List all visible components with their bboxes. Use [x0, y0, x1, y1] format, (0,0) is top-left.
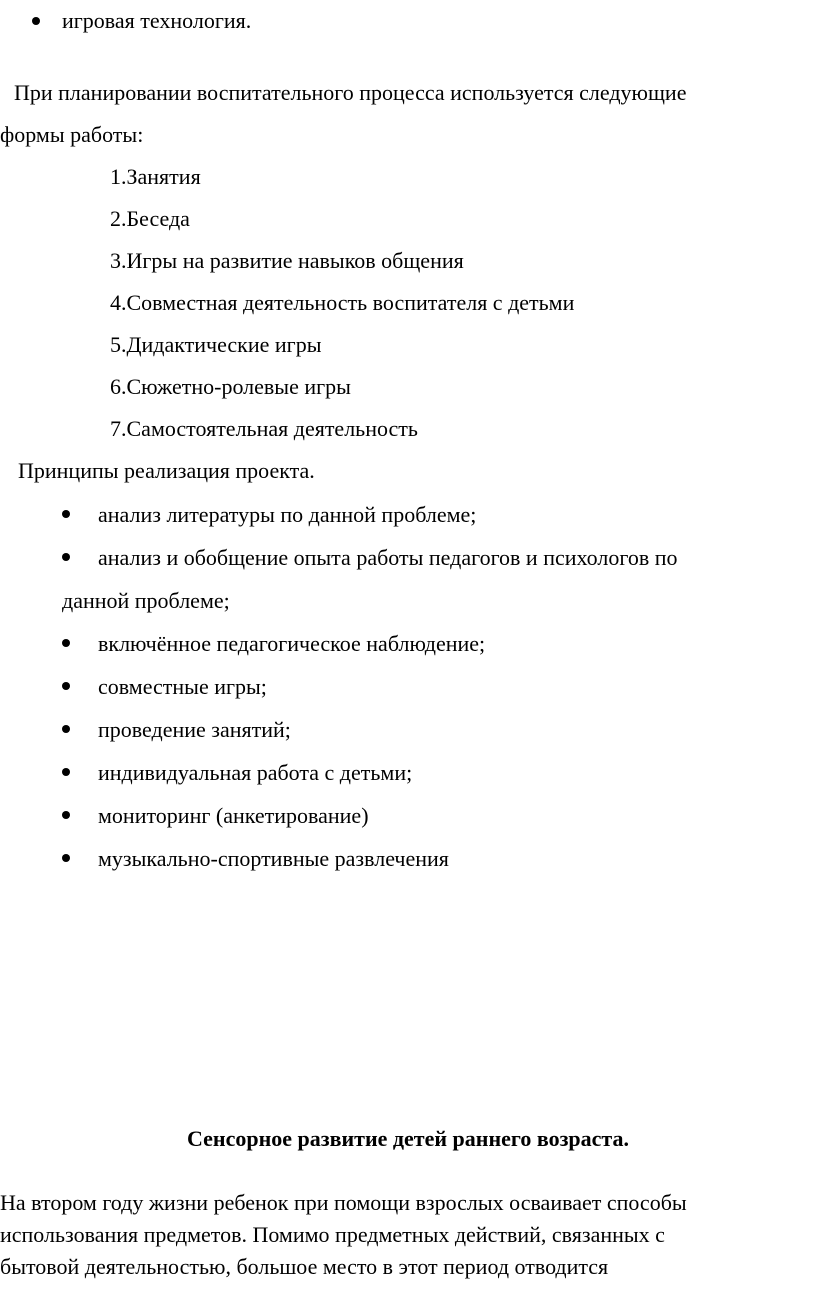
forms-item: 3.Игры на развитие навыков общения — [110, 248, 464, 273]
bullet-icon — [62, 682, 70, 690]
principles-item: анализ литературы по данной проблеме; — [98, 502, 477, 527]
forms-item: 5.Дидактические игры — [110, 332, 322, 357]
intro-line-1: При планировании воспитательного процесса используется следующие — [14, 80, 687, 105]
bullet-icon — [62, 725, 70, 733]
bullet-icon — [62, 811, 70, 819]
principles-item: мониторинг (анкетирование) — [98, 803, 369, 828]
principles-item: включённое педагогическое наблюдение; — [98, 631, 486, 656]
bullet-icon — [62, 639, 70, 647]
paragraph-line: бытовой деятельностью, большое место в этот период отводится — [0, 1254, 609, 1279]
bullet-icon — [62, 854, 70, 862]
intro-line-2: формы работы: — [0, 122, 144, 147]
principles-item: музыкально-спортивные развлечения — [98, 846, 449, 871]
paragraph-line: использования предметов. Помимо предметных действий, связанных с — [0, 1222, 665, 1247]
forms-item: 2.Беседа — [110, 206, 190, 231]
forms-item: 6.Сюжетно-ролевые игры — [110, 374, 351, 399]
forms-item: 4.Совместная деятельность воспитателя с детьми — [110, 290, 575, 315]
principles-item: индивидуальная работа с детьми; — [98, 760, 413, 785]
bullet-icon — [32, 17, 40, 25]
bullet-icon — [62, 553, 70, 561]
principles-item: совместные игры; — [98, 674, 267, 699]
principles-item: проведение занятий; — [98, 717, 291, 742]
bullet-icon — [62, 768, 70, 776]
section-title: Сенсорное развитие детей раннего возраста. — [187, 1126, 629, 1151]
forms-item: 7.Самостоятельная деятельность — [110, 416, 418, 441]
principles-item: анализ и обобщение опыта работы педагогов и психологов по — [98, 545, 678, 570]
bullet-icon — [62, 510, 70, 518]
forms-item: 1.Занятия — [110, 164, 201, 189]
principles-heading: Принципы реализация проекта. — [18, 458, 315, 483]
paragraph-line: На втором году жизни ребенок при помощи взрослых осваивает способы — [0, 1190, 687, 1215]
principles-item-continuation: данной проблеме; — [62, 588, 230, 613]
top-bullet-text: игровая технология. — [62, 8, 252, 33]
